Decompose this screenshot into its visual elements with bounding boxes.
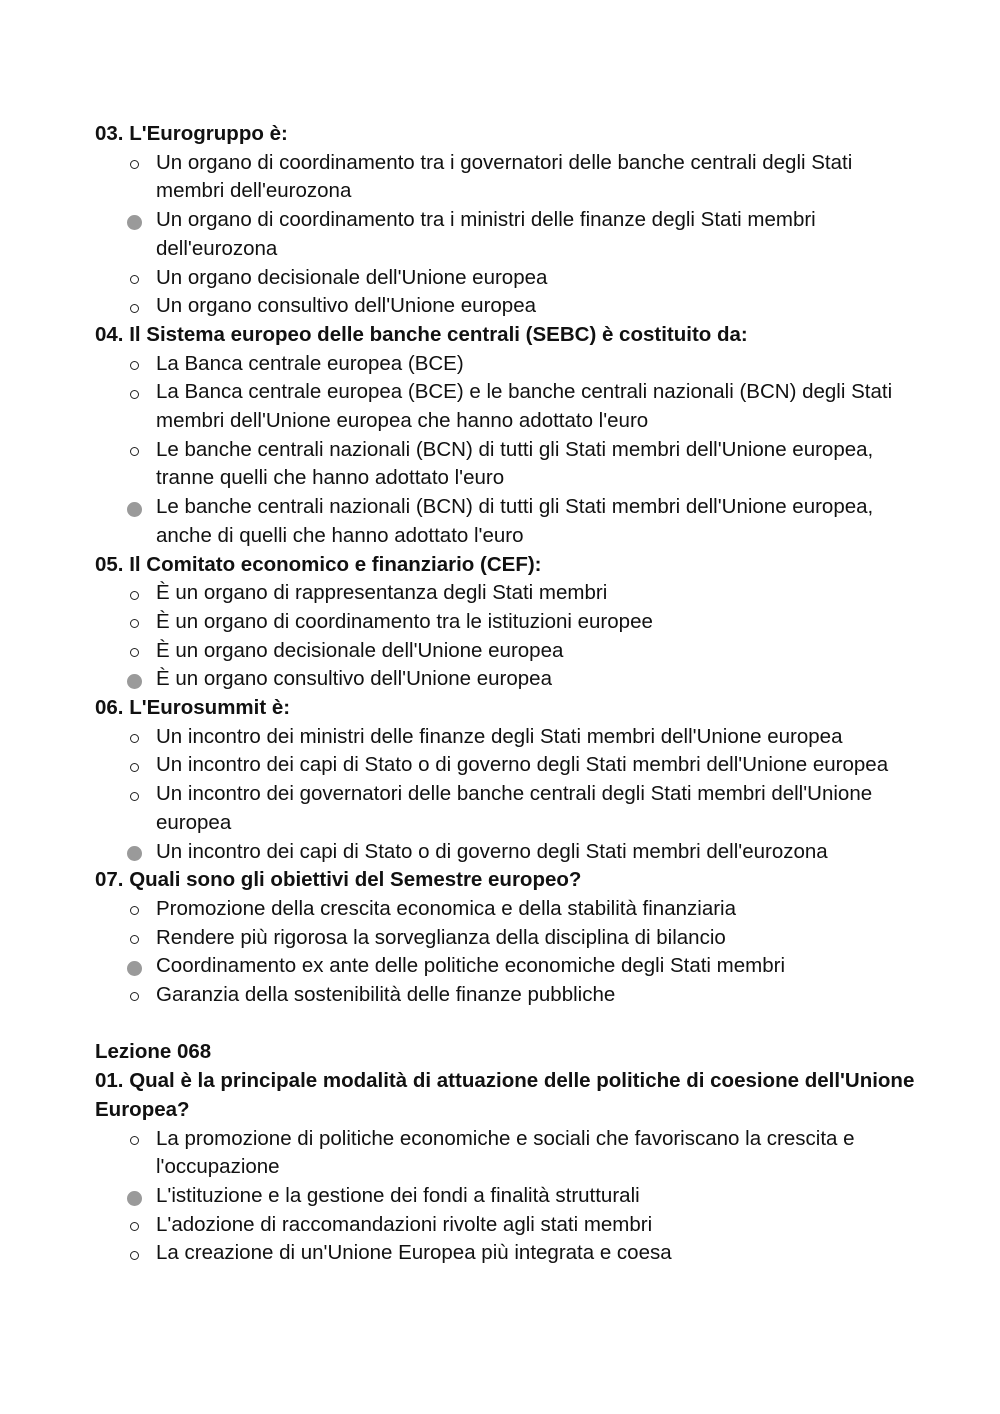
- filled-circle-icon: [126, 493, 142, 522]
- answer-text: La Banca centrale europea (BCE) e le banche centrali nazionali (BCN) degli Stati membri dell'Unione europea che hanno adottato l'euro: [156, 380, 893, 433]
- question: [95, 1067, 925, 1268]
- question: [95, 694, 925, 866]
- answer-option[interactable]: [95, 895, 925, 924]
- answer-text: Coordinamento ex ante delle politiche economiche degli Stati membri: [156, 954, 786, 978]
- hollow-circle-icon: [126, 378, 142, 407]
- quiz-content: [95, 120, 925, 1268]
- answer-option[interactable]: [95, 751, 925, 780]
- answer-option[interactable]: [95, 378, 925, 435]
- hollow-circle-icon: [126, 924, 142, 953]
- answer-options: [95, 1125, 925, 1269]
- answer-option[interactable]: [95, 1125, 925, 1182]
- hollow-circle-icon: [126, 1211, 142, 1240]
- answer-text: L'istituzione e la gestione dei fondi a finalità strutturali: [156, 1184, 640, 1207]
- answer-text: Un organo decisionale dell'Unione europea: [156, 265, 548, 289]
- answer-text: Le banche centrali nazionali (BCN) di tutti gli Stati membri dell'Unione europea, tranne quelli che hanno adottato l'euro: [156, 437, 874, 490]
- answer-option[interactable]: [95, 1211, 925, 1240]
- answer-text: Promozione della crescita economica e della stabilità finanziaria: [156, 896, 736, 920]
- questions-block: [95, 120, 925, 1010]
- answer-text: Le banche centrali nazionali (BCN) di tutti gli Stati membri dell'Unione europea, anche di quelli che hanno adottato l'euro: [156, 495, 874, 547]
- questions-block: [95, 1067, 925, 1268]
- answer-option[interactable]: [95, 1239, 925, 1268]
- answer-text: Garanzia della sostenibilità delle finanze pubbliche: [156, 983, 616, 1007]
- hollow-circle-icon: [126, 1239, 142, 1268]
- hollow-circle-icon: [126, 292, 142, 321]
- hollow-circle-icon: [126, 780, 142, 809]
- answer-text: Un organo consultivo dell'Unione europea: [156, 294, 537, 318]
- answer-text: Un organo di coordinamento tra i ministri delle finanze degli Stati membri dell'eurozona: [156, 208, 816, 260]
- question-title: 06. L'Eurosummit è:: [95, 696, 291, 720]
- hollow-circle-icon: [126, 981, 142, 1010]
- answer-option[interactable]: [95, 292, 925, 321]
- question-title: 05. Il Comitato economico e finanziario (CEF):: [95, 552, 542, 576]
- question: [95, 120, 925, 321]
- answer-option-selected[interactable]: [95, 206, 925, 263]
- hollow-circle-icon: [126, 350, 142, 379]
- answer-option[interactable]: [95, 723, 925, 752]
- answer-option[interactable]: [95, 780, 925, 837]
- hollow-circle-icon: [126, 149, 142, 178]
- answer-text: Un incontro dei governatori delle banche centrali degli Stati membri dell'Unione europea: [156, 782, 873, 834]
- answer-text: È un organo decisionale dell'Unione europea: [156, 638, 564, 662]
- answer-text: Un incontro dei ministri delle finanze degli Stati membri dell'Unione europea: [156, 724, 843, 748]
- hollow-circle-icon: [126, 436, 142, 465]
- answer-option[interactable]: [95, 350, 925, 379]
- filled-circle-icon: [126, 665, 142, 694]
- question-title: 07. Quali sono gli obiettivi del Semestre europeo?: [95, 868, 582, 892]
- hollow-circle-icon: [126, 608, 142, 637]
- answer-text: Un organo di coordinamento tra i governatori delle banche centrali degli Stati membri dell'eurozona: [156, 150, 853, 203]
- filled-circle-icon: [126, 838, 142, 867]
- answer-option-selected[interactable]: [95, 952, 925, 981]
- answer-options: [95, 723, 925, 867]
- answer-option[interactable]: [95, 579, 925, 608]
- answer-option-selected[interactable]: [95, 493, 925, 550]
- answer-option-selected[interactable]: [95, 665, 925, 694]
- answer-options: [95, 149, 925, 321]
- answer-options: [95, 350, 925, 551]
- question: [95, 866, 925, 1010]
- hollow-circle-icon: [126, 723, 142, 752]
- answer-text: L'adozione di raccomandazioni rivolte agli stati membri: [156, 1212, 653, 1236]
- answer-option[interactable]: [95, 264, 925, 293]
- answer-option[interactable]: [95, 924, 925, 953]
- question-title: 01. Qual è la principale modalità di attuazione delle politiche di coesione dell'Unione Europea?: [95, 1069, 915, 1121]
- hollow-circle-icon: [126, 637, 142, 666]
- question: [95, 551, 925, 695]
- answer-text: Rendere più rigorosa la sorveglianza della disciplina di bilancio: [156, 925, 726, 949]
- filled-circle-icon: [126, 1182, 142, 1211]
- hollow-circle-icon: [126, 895, 142, 924]
- lesson-title: Lezione 068: [95, 1040, 212, 1064]
- hollow-circle-icon: [126, 579, 142, 608]
- question: [95, 321, 925, 551]
- answer-text: La creazione di un'Unione Europea più integrata e coesa: [156, 1241, 672, 1265]
- answer-option[interactable]: [95, 436, 925, 493]
- question-title: 03. L'Eurogruppo è:: [95, 122, 288, 145]
- answer-text: Un incontro dei capi di Stato o di governo degli Stati membri dell'eurozona: [156, 839, 828, 863]
- answer-option[interactable]: [95, 637, 925, 666]
- answer-text: È un organo consultivo dell'Unione europea: [156, 667, 552, 691]
- answer-text: La Banca centrale europea (BCE): [156, 351, 464, 375]
- answer-option[interactable]: [95, 981, 925, 1010]
- hollow-circle-icon: [126, 1125, 142, 1154]
- answer-text: La promozione di politiche economiche e sociali che favoriscano la crescita e l'occupazione: [156, 1126, 855, 1179]
- hollow-circle-icon: [126, 264, 142, 293]
- question-title: 04. Il Sistema europeo delle banche centrali (SEBC) è costituito da:: [95, 322, 748, 346]
- answer-option[interactable]: [95, 149, 925, 206]
- answer-text: Un incontro dei capi di Stato o di governo degli Stati membri dell'Unione europea: [156, 753, 889, 777]
- answer-text: È un organo di coordinamento tra le istituzioni europee: [156, 609, 653, 633]
- filled-circle-icon: [126, 952, 142, 981]
- answer-options: [95, 895, 925, 1010]
- answer-option[interactable]: [95, 608, 925, 637]
- answer-text: È un organo di rappresentanza degli Stati membri: [156, 581, 608, 605]
- answer-option-selected[interactable]: [95, 1182, 925, 1211]
- answer-options: [95, 579, 925, 694]
- filled-circle-icon: [126, 206, 142, 235]
- hollow-circle-icon: [126, 751, 142, 780]
- answer-option-selected[interactable]: [95, 838, 925, 867]
